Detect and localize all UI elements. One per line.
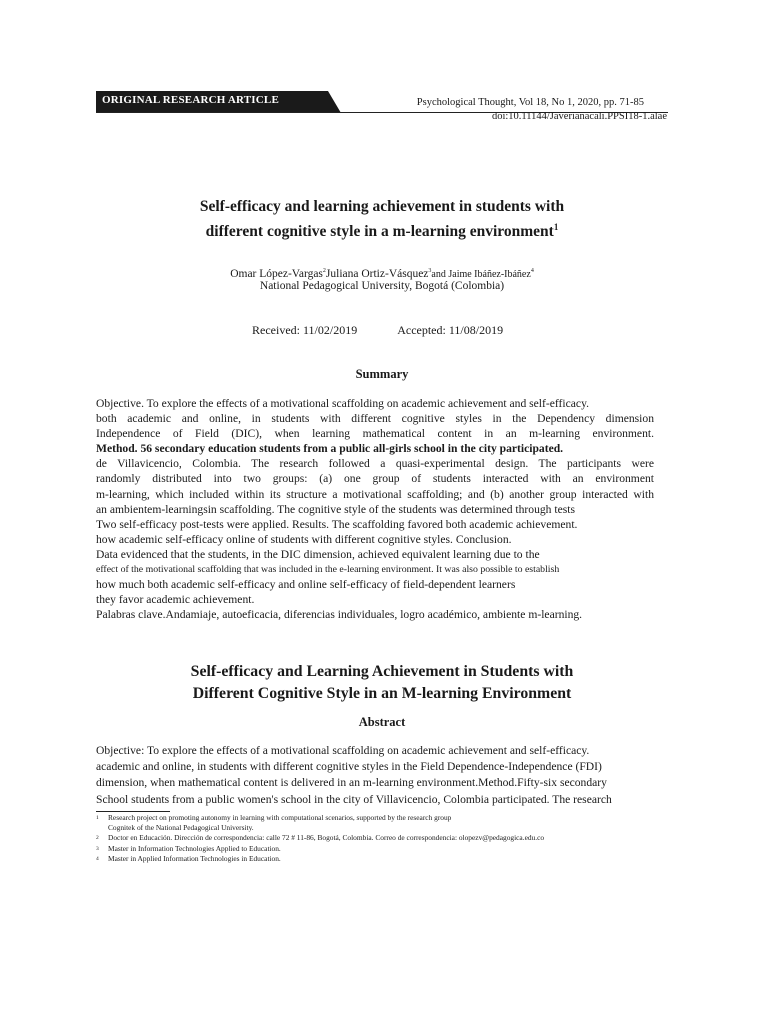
abstract-line: School students from a public women's school in the city of Villavicencio, Colombia participated. The research xyxy=(96,792,612,806)
footnotes xyxy=(96,813,656,864)
summary-heading: Summary xyxy=(355,367,409,381)
summary-line: how much both academic self-efficacy and online self-efficacy of field-dependent learners xyxy=(96,578,516,592)
author-3-ref: 4 xyxy=(530,268,534,274)
summary-line: they favor academic achievement. xyxy=(96,593,255,607)
english-title xyxy=(96,661,668,705)
footnote-number: 1 xyxy=(96,815,99,821)
accepted-date: Accepted: 11/08/2019 xyxy=(397,323,504,337)
title-line-2-text: different cognitive style in a m-learning environment xyxy=(205,223,554,241)
footnote-text: Master in Applied Information Technologies in Education. xyxy=(108,853,281,863)
footnote-3 xyxy=(96,844,656,854)
affiliation: National Pedagogical University, Bogotá (Colombia) xyxy=(259,280,505,292)
abstract-line: dimension, when mathematical content is delivered in an m-learning environment.Method.Fifty-six secondary xyxy=(96,776,607,790)
author-3: and Jaime Ibáñez-Ibáñez xyxy=(431,268,531,280)
author-2-ref: 3 xyxy=(428,268,432,274)
footnote-text: Research project on promoting autonomy in learning with computational scenarios, supported by the research group xyxy=(108,813,452,822)
footnote-4 xyxy=(96,854,656,864)
article-type-band xyxy=(96,91,341,113)
english-title-line-2: Different Cognitive Style in an M-learning Environment xyxy=(192,685,572,702)
abstract-heading: Abstract xyxy=(358,715,406,729)
footnote-1 xyxy=(96,813,656,823)
article-type-label: ORIGINAL RESEARCH ARTICLE xyxy=(102,94,279,106)
footnote-text: Master in Information Technologies Applied to Education. xyxy=(108,843,281,853)
summary-line-small: effect of the motivational scaffolding that was included in the e-learning environment. It was also possible to establish xyxy=(96,564,560,576)
summary-body xyxy=(96,396,654,607)
summary-line: Independence of Field (DIC), when learning mathematical content in an m-learning environment. xyxy=(96,427,654,441)
footnote-number: 2 xyxy=(96,835,99,842)
abstract-line: Objective: To explore the effects of a motivational scaffolding on academic achievement and self-efficacy. xyxy=(96,744,590,757)
doi-text: doi:10.11144/Javerianacali.PPSI18-1.alae xyxy=(491,111,667,122)
summary-line: Objective. To explore the effects of a motivational scaffolding on academic achievement and self-efficacy. xyxy=(96,397,590,410)
footnote-1-cont: Cognitek of the National Pedagogical University. xyxy=(108,823,254,833)
summary-line: Two self-efficacy post-tests were applied. Results. The scaffolding favored both academic achievement. xyxy=(96,517,578,531)
summary-line: both academic and online, in students with different cognitive styles in the Dependency dimension xyxy=(96,412,654,426)
summary-line: how academic self-efficacy online of students with different cognitive styles. Conclusion. xyxy=(96,532,512,546)
summary-line-bold: Method. 56 secondary education students from a public all-girls school in the city participated. xyxy=(96,442,564,456)
title-line-1: Self-efficacy and learning achievement in students with xyxy=(199,198,565,215)
footnote-2 xyxy=(96,833,656,843)
keywords-line: Palabras clave.Andamiaje, autoeficacia, diferencias individuales, logro académico, ambiente m-learning. xyxy=(96,608,583,621)
title-footnote-ref: 1 xyxy=(553,222,559,232)
footnote-number: 4 xyxy=(96,855,99,862)
author-1-ref: 2 xyxy=(322,268,326,274)
english-title-line-1: Self-efficacy and Learning Achievement in Students with xyxy=(190,663,574,680)
footnote-number: 3 xyxy=(96,845,99,852)
summary-line: randomly distributed into two groups: (a) one group of students interacted with an environment xyxy=(96,472,654,486)
received-date: Received: 11/02/2019 xyxy=(252,323,358,337)
abstract-line: academic and online, in students with different cognitive styles in the Field Dependence-Independence (FDI) xyxy=(96,760,602,774)
title-line-2 xyxy=(96,217,668,242)
article-title xyxy=(96,196,668,242)
summary-line: de Villavicencio, Colombia. The research followed a quasi-experimental design. The participants were xyxy=(96,457,654,471)
dates-line xyxy=(252,323,503,338)
journal-citation: Psychological Thought, Vol 18, No 1, 2020, pp. 71-85 xyxy=(416,97,644,108)
abstract-body xyxy=(96,743,654,808)
footnote-rule xyxy=(96,811,170,812)
summary-line: m-learning, which included within its structure a motivational scaffolding; and (b) another group interacted with xyxy=(96,487,654,501)
footnote-text: Doctor en Educación. Dirección de correspondencia: calle 72 # 11-86, Bogotá, Colombia. Correo de correspondencia: olopezv@pedagogica.edu.co xyxy=(108,833,545,843)
author-2: Juliana Ortiz-Vásquez xyxy=(325,267,429,280)
summary-line: Data evidenced that the students, in the DIC dimension, achieved equivalent learning due to the xyxy=(96,547,540,561)
author-1: Omar López-Vargas xyxy=(230,267,323,280)
summary-line: an ambientem-learningsin scaffolding. The cognitive style of the students was determined through tests xyxy=(96,502,575,516)
